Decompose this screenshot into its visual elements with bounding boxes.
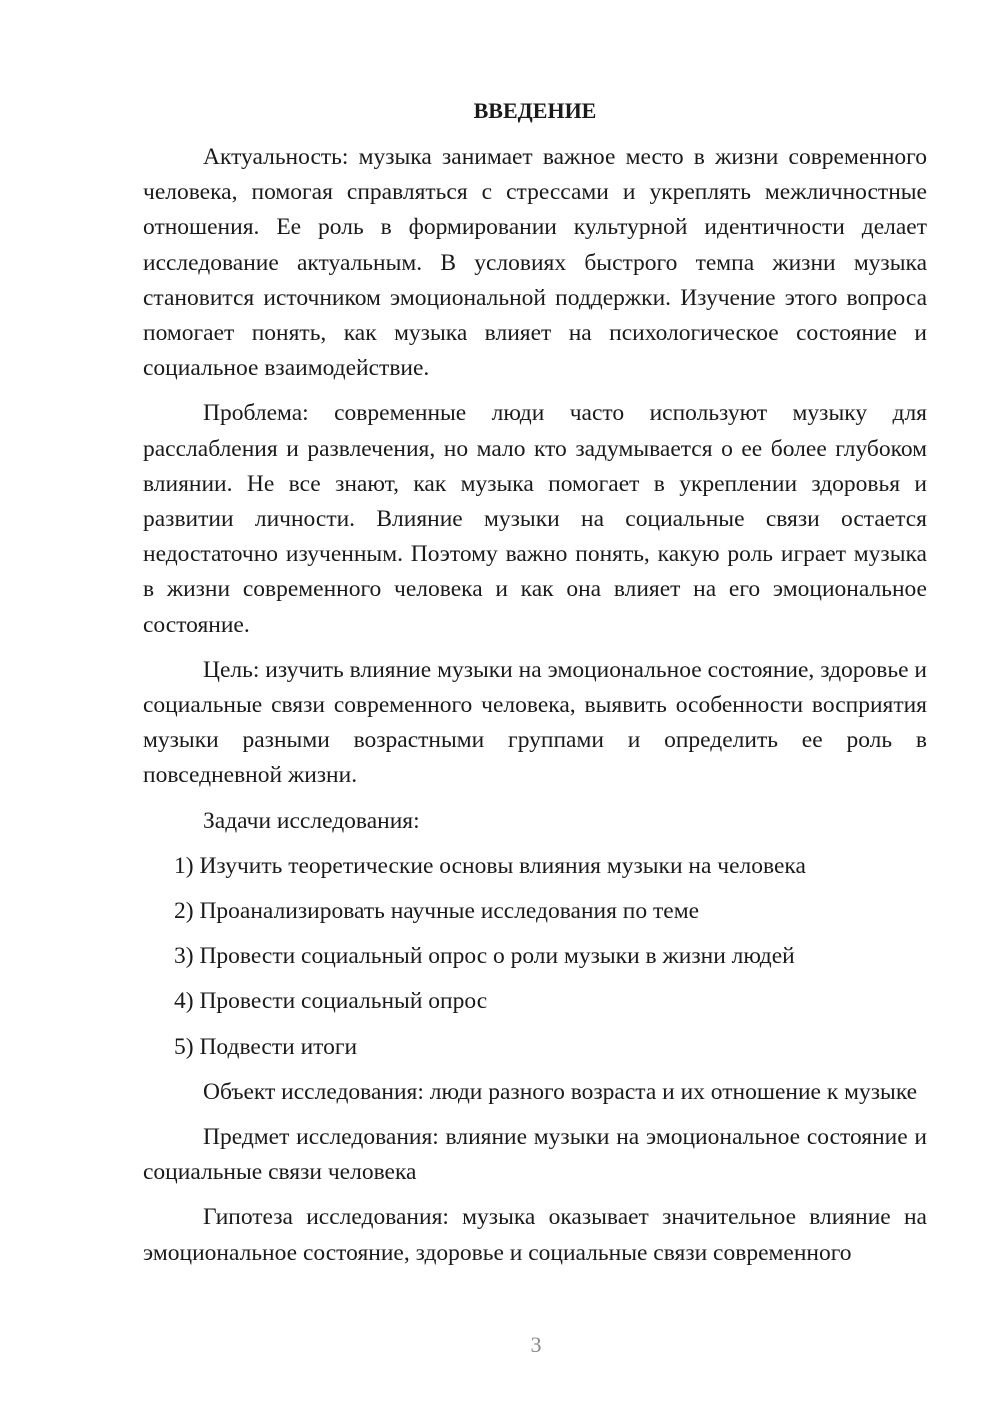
goal-paragraph: Цель: изучить влияние музыки на эмоциональное состояние, здоровье и социальные связи современного человека, выявить особенности восприятия музыки разными возрастными группами и определить ее роль в повседневной жизни. — [143, 656, 927, 789]
tasks-heading: Задачи исследования: — [203, 807, 420, 834]
tasks-list — [143, 849, 927, 1065]
task-item: 1) Изучить теоретические основы влияния музыки на человека — [174, 852, 806, 879]
section-title: ВВЕДЕНИЕ — [473, 98, 597, 123]
page-number: 3 — [530, 1332, 542, 1357]
subject-paragraph: Предмет исследования: влияние музыки на эмоциональное состояние и социальные связи человека — [143, 1124, 927, 1186]
task-item: 4) Провести социальный опрос — [174, 988, 488, 1015]
page-content — [143, 96, 927, 1281]
relevance-paragraph: Актуальность: музыка занимает важное место в жизни современного человека, помогая справляться с стрессами и укреплять межличностные отношения. Ее роль в формировании культурной идентичности делает исследование актуальным. В условиях быстрого темпа жизни музыка становится источником эмоциональной поддержки. Изучение этого вопроса помогает понять, как музыка влияет на психологическое состояние и социальное взаимодействие. — [143, 144, 927, 382]
problem-paragraph: Проблема: современные люди часто используют музыку для расслабления и развлечения, но мало кто задумывается о ее более глубоком влиянии. Не все знают, как музыка помогает в укреплении здоровья и развитии личности. Влияние музыки на социальные связи остается недостаточно изученным. Поэтому важно понять, какую роль играет музыка в жизни современного человека и как она влияет на его эмоциональное состояние. — [143, 400, 927, 638]
task-item: 3) Провести социальный опрос о роли музыки в жизни людей — [174, 943, 795, 970]
hypothesis-paragraph: Гипотеза исследования: музыка оказывает значительное влияние на эмоциональное состояние, здоровье и социальные связи современного — [143, 1204, 927, 1266]
task-item: 5) Подвести итоги — [174, 1033, 358, 1060]
task-item: 2) Проанализировать научные исследования по теме — [174, 898, 699, 925]
object-paragraph: Объект исследования: люди разного возраста и их отношение к музыке — [203, 1078, 918, 1105]
